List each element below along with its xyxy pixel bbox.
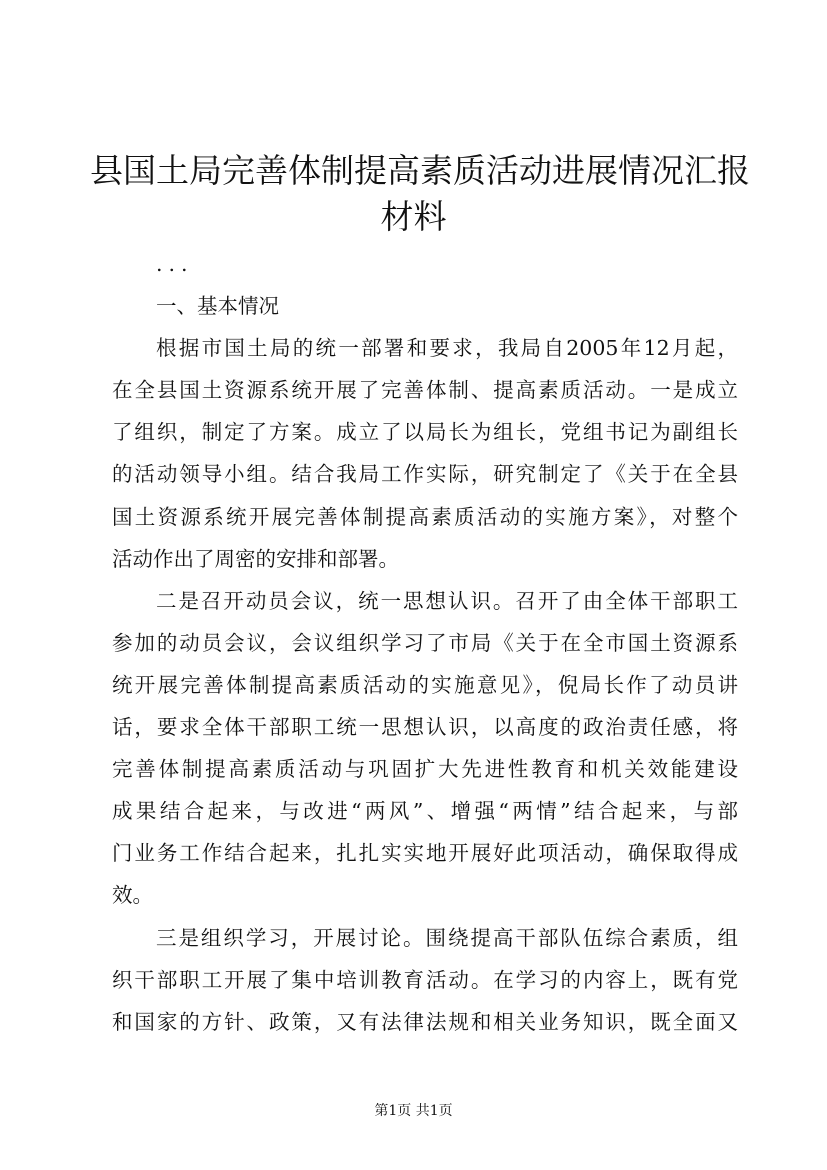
paragraph-line: 二是召开动员会议，统一思想认识。召开了由全体干部职工: [156, 588, 738, 613]
paragraph-line: 根据市国土局的统一部署和要求，我局自2005年12月起，: [156, 336, 738, 361]
ellipsis-line: ...: [156, 252, 194, 276]
paragraph-line: 织干部职工开展了集中培训教育活动。在学习的内容上，既有党: [112, 967, 738, 992]
paragraph-line: 了组织，制定了方案。成立了以局长为组长，党组书记为副组长: [112, 420, 738, 445]
document-title-line-1: 县国土局完善体制提高素质活动进展情况汇报: [90, 151, 750, 190]
document-body: [112, 243, 738, 1043]
page-footer: 第1页 共1页: [374, 1103, 453, 1119]
paragraph-line: 参加的动员会议，会议组织学习了市局《关于在全市国土资源系: [112, 630, 738, 655]
document-title-line-2: 材料: [380, 197, 447, 236]
paragraph-line: 门业务工作结合起来，扎扎实实地开展好此项活动，确保取得成: [112, 841, 738, 866]
paragraph-line: 三是组织学习，开展讨论。围绕提高干部队伍综合素质，组: [156, 925, 738, 950]
paragraph-line: 活动作出了周密的安排和部署。: [112, 546, 399, 571]
paragraph-line: 国土资源系统开展完善体制提高素质活动的实施方案》，对整个: [112, 504, 738, 529]
paragraph-line: 在全县国土资源系统开展了完善体制、提高素质活动。一是成立: [112, 378, 738, 403]
paragraph-line: 效。: [112, 883, 153, 908]
paragraph-line: 话，要求全体干部职工统一思想认识，以高度的政治责任感，将: [112, 715, 738, 740]
paragraph-line: 统开展完善体制提高素质活动的实施意见》，倪局长作了动员讲: [112, 672, 738, 697]
section-heading: 一、基本情况: [156, 294, 279, 319]
paragraph-line: 的活动领导小组。结合我局工作实际，研究制定了《关于在全县: [112, 462, 738, 487]
paragraph-line: 成果结合起来，与改进“两风”、增强“两情”结合起来，与部: [112, 799, 738, 824]
paragraph-line: 完善体制提高素质活动与巩固扩大先进性教育和机关效能建设: [112, 757, 738, 782]
paragraph-line: 和国家的方针、政策，又有法律法规和相关业务知识，既全面又: [112, 1009, 738, 1034]
